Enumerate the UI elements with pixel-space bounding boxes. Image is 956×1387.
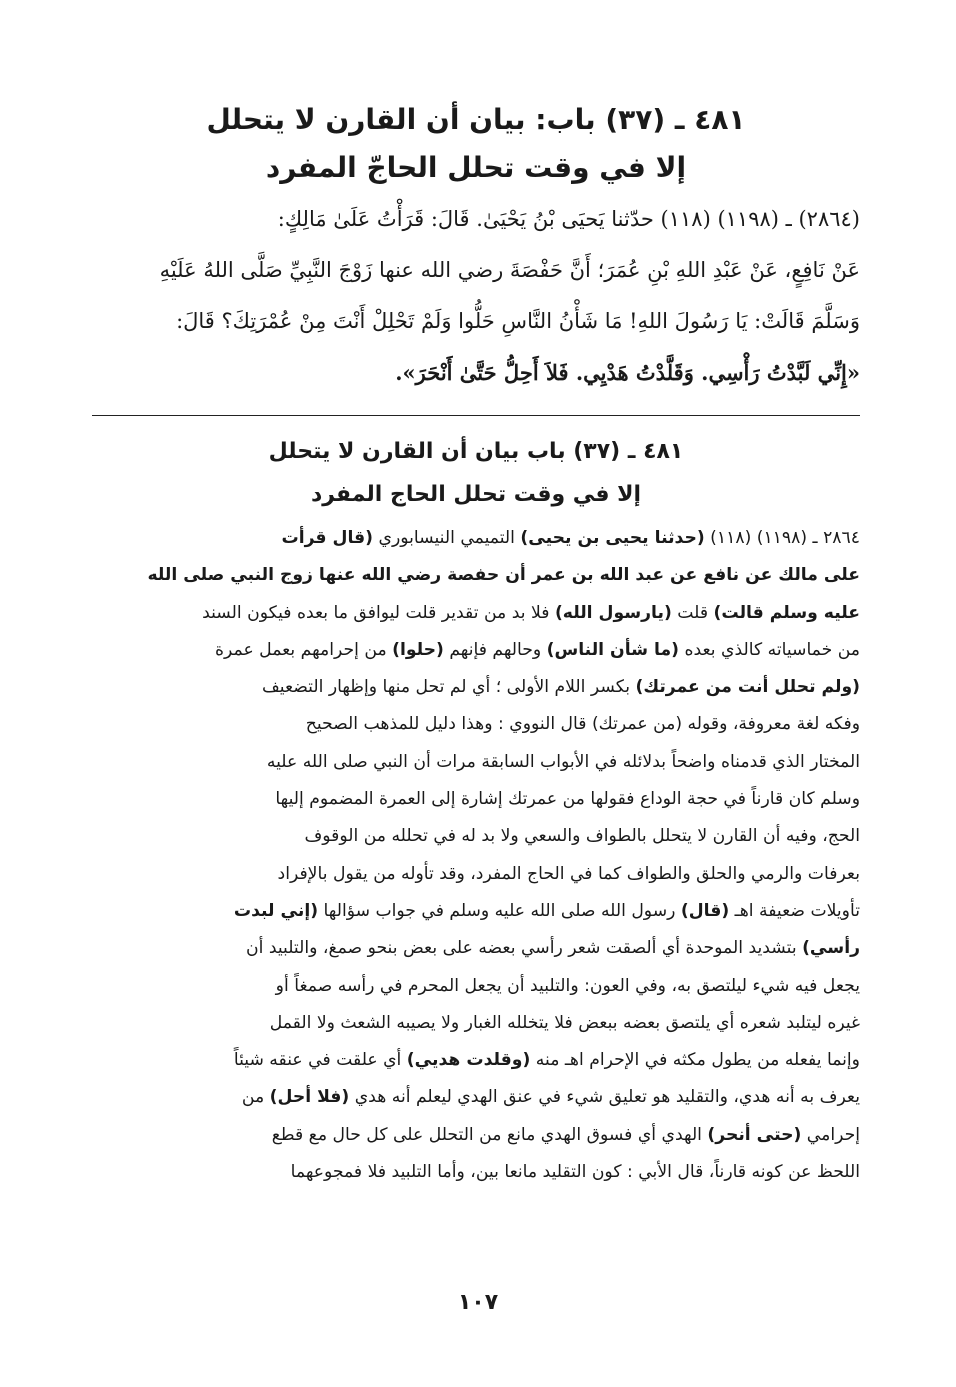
- commentary-segment: اللحظ عن كونه قارناً، قال الأبي : كون التقليد مانعا بين، وأما التلبيد فلا فمجوعهما: [290, 1162, 860, 1183]
- commentary-line: [92, 1154, 860, 1191]
- commentary-line: [92, 669, 860, 706]
- commentary-line: [92, 1042, 860, 1079]
- commentary-bold-segment: (قال قرأت: [281, 528, 374, 548]
- hadith-text: [92, 194, 860, 398]
- commentary-segment: يعرف به أنه هدي، والتقليد هو تعليق شيء في عنق الهدي ليعلم أنه هدي: [349, 1087, 860, 1108]
- commentary-segment: وحالهم فإنهم: [443, 639, 547, 660]
- commentary-segment: بكسر اللام الأولى ؛ أي لم تحل منها وإظهار التضعيف: [261, 677, 636, 698]
- page-number: ١٠٧: [457, 1290, 499, 1315]
- commentary-line: [92, 1117, 860, 1154]
- commentary-title-line-1: ٤٨١ ـ (٣٧) باب بيان أن القارن لا يتحلل: [268, 439, 684, 464]
- commentary-bold-segment: (حلوا): [392, 639, 444, 660]
- commentary-bold-segment: (ولم تحلل أنت من عمرتك): [635, 677, 860, 698]
- commentary-segment: الهدي أي فسوق الهدي مانع من التحلل على كل حال مع قطع: [271, 1124, 708, 1145]
- commentary-line: [92, 557, 860, 594]
- hadith-line: وَسَلَّمَ قَالَتْ: يَا رَسُولَ اللهِ! مَا شَأْنُ النَّاسِ حَلُّوا وَلَمْ تَحْلِلْ أَنْتَ مِنْ عُمْرَتِكَ؟ قَالَ:: [176, 309, 860, 333]
- chapter-title-line-1: ٤٨١ ـ (٣٧) باب: بيان أن القارن لا يتحلل: [206, 103, 746, 136]
- commentary-line: [92, 744, 860, 781]
- commentary-bold-segment: على مالك عن نافع عن عبد الله بن عمر أن حفصة رضي الله عنها زوج النبي صلى الله: [147, 565, 860, 586]
- commentary-segment: أي علقت في عنقه شيئاً: [233, 1050, 407, 1071]
- commentary-segment: من إحرامهم بعمل عمرة: [215, 639, 393, 660]
- commentary-line: [92, 706, 860, 743]
- commentary-segment: قلت: [671, 602, 714, 623]
- commentary-line: [92, 856, 860, 893]
- commentary-segment: الحج، وفيه أن القارن لا يتحلل بالطواف والسعي ولا بد له في تحلله من الوقوف: [304, 826, 860, 847]
- commentary-line: [92, 818, 860, 855]
- commentary-segment: رسول الله صلى الله عليه وسلم في جواب سؤالها: [318, 900, 681, 921]
- commentary-segment: بعرفات والرمي والحلق والطواف كما في الحاج المفرد، وقد تأوله من يقول بالإفراد: [277, 863, 860, 884]
- commentary-line: [92, 1079, 860, 1116]
- commentary-segment: من: [241, 1087, 270, 1108]
- commentary-title-line-2: إلا في وقت تحلل الحاج المفرد: [310, 482, 642, 507]
- commentary-line: [92, 930, 860, 967]
- chapter-title-bottom: [92, 430, 860, 516]
- commentary-segment: فلا بد من تقدير قلت ليوافق ما بعده فيكون السند: [202, 602, 555, 623]
- commentary-segment: وسلم كان قارناً في حجة الوداع فقولها من عمرتك إشارة إلى العمرة المضموم إليها: [275, 789, 860, 810]
- hadith-line: «إِنِّي لَبَّدْتُ رَأْسِي. وَقَلَّدْتُ هَدْيِي. فَلاَ أَحِلُّ حَتَّىٰ أَنْحَرَ».: [395, 360, 860, 385]
- commentary-bold-segment: (حتى أنحر): [707, 1124, 802, 1145]
- commentary-bold-segment: (ما شأن الناس): [546, 639, 679, 660]
- commentary-line: [92, 1005, 860, 1042]
- commentary-segment: وإنما يفعله من يطول مكثه في الإحرام اهـ منه: [530, 1050, 860, 1071]
- commentary-bold-segment: (قال): [680, 900, 730, 921]
- commentary-line: [92, 781, 860, 818]
- commentary-line: [92, 893, 860, 930]
- commentary-segment: التميمي النيسابوري: [373, 528, 521, 548]
- hadith-line: عَنْ نَافِعٍ، عَنْ عَبْدِ اللهِ بْنِ عُمَرَ؛ أَنَّ حَفْصَةَ رضي الله عنها زَوْجَ النَّبِيِّ صَلَّى اللهُ عَلَيْهِ: [159, 258, 860, 282]
- chapter-title-line-2: إلا في وقت تحلل الحاجّ المفرد: [265, 151, 687, 184]
- commentary-bold-segment: (إني لبدت: [233, 900, 319, 921]
- commentary-segment: بتشديد الموحدة أي ألصقت شعر رأسي بعضه على بعض بنحو صمغ، والتلبيد أن: [245, 938, 803, 959]
- hadith-line: (٢٨٦٤) ـ (١١٩٨) (١١٨) حدّثنا يَحيَى بْنُ يَحْيَىٰ. قَالَ: قَرَأْتُ عَلَىٰ مَالِكٍ:: [277, 207, 860, 231]
- commentary-line: [92, 595, 860, 632]
- commentary-bold-segment: رأسي): [802, 938, 860, 959]
- commentary-segment: إحرامي: [801, 1124, 860, 1145]
- commentary-bold-segment: عليه وسلم قالت): [713, 602, 860, 623]
- commentary-line: [92, 520, 860, 557]
- commentary-segment: غيره ليتلبد شعره أي يلتصق بعضه ببعض فلا يتخلله الغبار ولا يصيبه الشعث ولا القمل: [269, 1012, 860, 1033]
- commentary-bold-segment: (حدثنا يحيى بن يحيى): [520, 528, 705, 548]
- commentary-line: [92, 968, 860, 1005]
- commentary-segment: وفكه لغة معروفة، وقوله (من عمرتك) قال النووي : وهذا دليل للمذهب الصحيح: [305, 714, 860, 735]
- commentary-bold-segment: (وقلدت هديي): [406, 1050, 531, 1071]
- commentary-segment: المختار الذي قدمناه واضحاً بدلائله في الأبواب السابقة مرات أن النبي صلى الله عليه: [266, 751, 860, 772]
- commentary-segment: ٢٨٦٤ ـ (١١٩٨) (١١٨): [704, 528, 860, 548]
- commentary-text: [92, 520, 860, 1191]
- commentary-bold-segment: (يارسول الله): [554, 602, 672, 623]
- commentary-bold-segment: (فلا أحل): [269, 1087, 350, 1108]
- commentary-segment: من خماسياته كالذي بعده: [679, 639, 860, 660]
- commentary-segment: يجعل فيه شيء ليلتصق به، وفي العون: والتلبيد أن يجعل المحرم في رأسه صمغاً أو: [275, 975, 860, 996]
- section-divider: [92, 415, 860, 416]
- chapter-title-top: [92, 96, 860, 192]
- commentary-segment: تأويلات ضعيفة اهـ: [729, 900, 860, 921]
- commentary-line: [92, 632, 860, 669]
